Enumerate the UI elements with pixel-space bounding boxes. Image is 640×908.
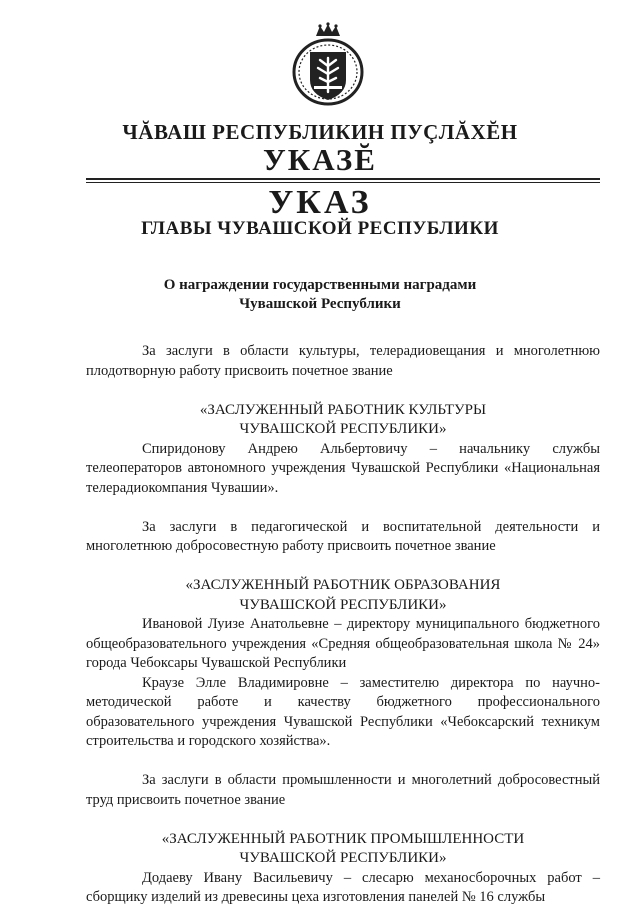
decree-body (86, 342, 600, 908)
section-intro: За заслуги в области промышленности и многолетний добросовестный труд присвоить почетное звание (86, 772, 600, 808)
award-title-line-2: ЧУВАШСКОЙ РЕСПУБЛИКИ» (239, 850, 447, 866)
awardee-entry: Ивановой Луизе Анатольевне – директору муниципального бюджетного общеобразовательного учреждения «Средняя общеобразовательная школа № 24» города Чебоксары Чувашской Республики (86, 616, 600, 671)
award-title-line-1: «ЗАСЛУЖЕННЫЙ РАБОТНИК ПРОМЫШЛЕННОСТИ (161, 830, 525, 847)
decree-title: УКАЗ (268, 184, 372, 221)
award-title-line-1: «ЗАСЛУЖЕННЫЙ РАБОТНИК КУЛЬТУРЫ (199, 401, 487, 418)
awardee-entry: Краузе Элле Владимировне – заместителю директора по научно-методической работе и качеству бюджетного профессионального образовательного учреждения Чувашской Республики «Чебоксарский техникум строительства и городского хозяйства». (86, 674, 600, 749)
decree-issuer: ГЛАВЫ ЧУВАШСКОЙ РЕСПУБЛИКИ (141, 218, 499, 239)
awardee-entry: Спиридонову Андрею Альбертовичу – начальнику службы телеоператоров автономного учреждения Чувашской Республики «Национальная телерадиокомпания Чувашии». (86, 440, 600, 496)
header-divider-thin (86, 182, 600, 183)
award-title-line-2: ЧУВАШСКОЙ РЕСПУБЛИКИ» (239, 421, 447, 437)
chuvash-decree-word: УКАЗĔ (263, 142, 377, 177)
awardee-entry: Додаеву Ивану Васильевичу – слесарю механосборочных работ – сборщику изделий из древесины цеха изготовления панелей № 16 службы (86, 869, 600, 905)
decree-subject (120, 276, 520, 314)
chuvash-coat-of-arms-icon (290, 22, 366, 108)
header-divider (86, 178, 600, 180)
subject-line-1: О награждении государственными наградами (163, 277, 477, 293)
award-title-line-2: ЧУВАШСКОЙ РЕСПУБЛИКИ» (239, 596, 447, 613)
chuvash-header-line: ЧĂВАШ РЕСПУБЛИКИН ПУÇЛĂХĔН (122, 120, 518, 144)
section-intro: За заслуги в педагогической и воспитательной деятельности и многолетнюю добросовестную работу присвоить почетное звание (86, 518, 600, 554)
award-title-line-1: «ЗАСЛУЖЕННЫЙ РАБОТНИК ОБРАЗОВАНИЯ (185, 577, 501, 593)
subject-line-2: Чувашской Республики (239, 296, 401, 312)
section-intro: За заслуги в области культуры, телерадиовещания и многолетнюю плодотворную работу присвоить почетное звание (86, 343, 600, 379)
